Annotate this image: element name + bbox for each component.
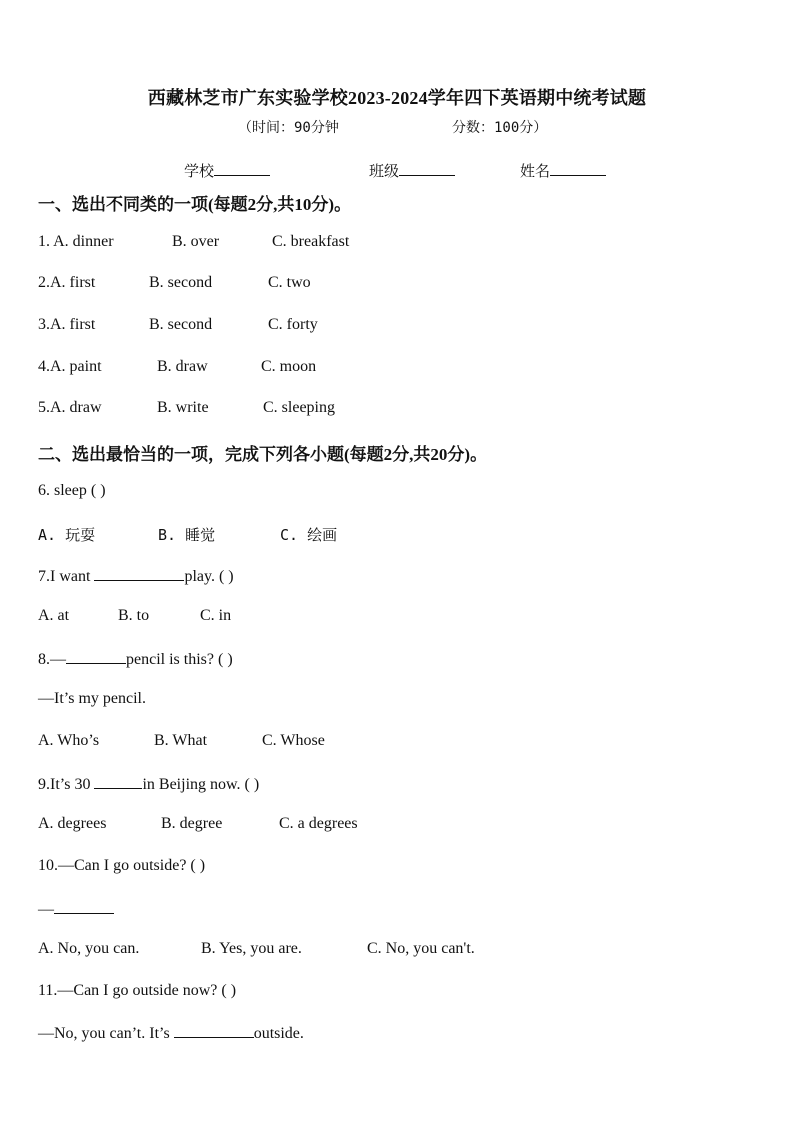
name-label: 姓名 (520, 164, 551, 180)
question-10-c: C. No, you can't. (367, 940, 475, 957)
exam-title: 西藏林芝市广东实验学校2023-2024学年四下英语期中统考试题 (147, 88, 647, 108)
class-field[interactable] (369, 160, 455, 181)
question-7-stem-pre: 7.I want (38, 568, 95, 585)
question-4-c: C. moon (261, 358, 317, 375)
question-8-a: A. Who’s (38, 732, 100, 749)
question-3-c: C. forty (268, 316, 318, 333)
question-8-stem (38, 649, 233, 669)
question-7-a: A. at (38, 607, 70, 624)
question-7-stem (38, 566, 234, 586)
question-8-stem-pre: 8.— (38, 651, 66, 668)
question-10-b: B. Yes, you are. (201, 940, 302, 957)
question-10-stem: 10.—Can I go outside? ( ) (38, 857, 206, 874)
question-9-stem (38, 774, 259, 794)
question-5-a: 5.A. draw (38, 399, 102, 416)
question-2-c: C. two (268, 274, 311, 291)
question-6-stem: 6. sleep ( ) (38, 482, 106, 499)
exam-time: （时间：90分钟 (238, 120, 339, 136)
question-6-a: A. 玩耍 (38, 526, 96, 544)
question-8-blank[interactable] (66, 649, 126, 664)
question-7-blank[interactable] (94, 566, 184, 581)
question-3-b: B. second (149, 316, 213, 333)
question-4-b: B. draw (157, 358, 208, 375)
school-label: 学校 (184, 164, 215, 180)
question-9-stem-pre: 9.It’s 30 (38, 776, 95, 793)
question-1-b: B. over (172, 233, 220, 250)
name-blank[interactable] (550, 161, 606, 176)
question-10-a: A. No, you can. (38, 940, 140, 957)
question-10-blank[interactable] (54, 899, 114, 914)
question-11-stem: 11.—Can I go outside now? ( ) (38, 982, 237, 999)
section-1-heading: 一、选出不同类的一项(每题2分,共10分)。 (38, 195, 352, 214)
school-blank[interactable] (214, 161, 270, 176)
question-11-blank[interactable] (174, 1023, 254, 1038)
class-blank[interactable] (399, 161, 455, 176)
question-2-b: B. second (149, 274, 213, 291)
question-8-reply: —It’s my pencil. (38, 690, 146, 707)
question-5-c: C. sleeping (263, 399, 335, 416)
question-9-a: A. degrees (38, 815, 107, 832)
class-label: 班级 (369, 164, 400, 180)
question-9-stem-post: in Beijing now. ( ) (142, 776, 260, 793)
question-11-reply (38, 1023, 304, 1043)
question-10-reply-pre: — (38, 901, 54, 918)
question-9-c: C. a degrees (279, 815, 358, 832)
question-4-a: 4.A. paint (38, 358, 102, 375)
section-2-heading: 二、选出最恰当的一项，完成下列各小题(每题2分,共20分)。 (38, 445, 488, 464)
question-1-c: C. breakfast (272, 233, 350, 250)
question-11-reply-pre: —No, you can’t. It’s (38, 1025, 174, 1042)
question-8-b: B. What (154, 732, 208, 749)
question-6-c: C. 绘画 (280, 526, 338, 544)
name-field[interactable] (520, 160, 606, 181)
question-6-b: B. 睡觉 (158, 526, 216, 544)
question-7-stem-post: play. ( ) (184, 568, 234, 585)
exam-score: 分数：100分） (452, 120, 548, 136)
question-9-blank[interactable] (94, 774, 142, 789)
question-1-a: 1. A. dinner (38, 233, 114, 250)
question-8-c: C. Whose (262, 732, 325, 749)
question-7-b: B. to (118, 607, 150, 624)
question-8-stem-post: pencil is this? ( ) (126, 651, 233, 668)
question-3-a: 3.A. first (38, 316, 96, 333)
question-5-b: B. write (157, 399, 209, 416)
school-field[interactable] (184, 160, 270, 181)
question-2-a: 2.A. first (38, 274, 96, 291)
question-7-c: C. in (200, 607, 232, 624)
question-9-b: B. degree (161, 815, 223, 832)
question-11-reply-post: outside. (253, 1025, 304, 1042)
question-10-reply (38, 899, 114, 919)
